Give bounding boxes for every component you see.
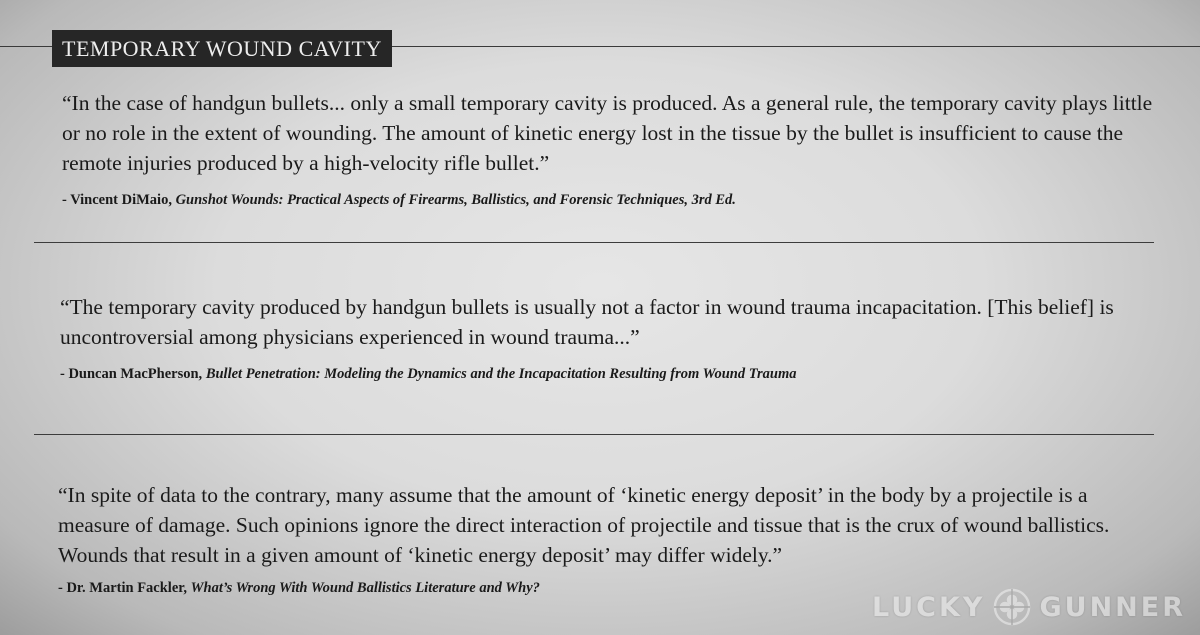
quote-text: “The temporary cavity produced by handgun bullets is usually not a factor in wound trauma incapacitation. [This belief] is uncontroversial among physicians experienced in wound trauma...” — [60, 295, 1114, 349]
section-title: TEMPORARY WOUND CAVITY — [62, 35, 382, 61]
quote-attribution — [60, 366, 1160, 383]
crosshair-clover-icon — [993, 588, 1031, 626]
section-divider — [34, 434, 1154, 435]
section-header — [52, 30, 392, 67]
quote-block-3 — [58, 480, 1158, 597]
quote-author: - Dr. Martin Fackler, — [58, 580, 187, 596]
quote-text: “In spite of data to the contrary, many assume that the amount of ‘kinetic energy deposit’ in the body by a projectile is a measure of damage. Such opinions ignore the direct interaction of projectile and tissue that is the crux of wound ballistics. Wounds that result in a given amount of ‘kinetic energy deposit’ may differ widely.” — [58, 483, 1110, 567]
section-divider — [34, 242, 1154, 243]
lucky-gunner-logo — [872, 588, 1186, 626]
quote-source-title: Gunshot Wounds: Practical Aspects of Firearms, Ballistics, and Forensic Techniques, 3rd Ed. — [175, 192, 736, 208]
quote-source-title: Bullet Penetration: Modeling the Dynamics and the Incapacitation Resulting from Wound Trauma — [205, 366, 797, 382]
quote-source-title: What’s Wrong With Wound Ballistics Literature and Why? — [190, 580, 540, 596]
quote-author: - Duncan MacPherson, — [60, 366, 203, 382]
quote-author: - Vincent DiMaio, — [62, 192, 172, 208]
logo-word-left: LUCKY — [872, 591, 986, 623]
quote-block-1 — [62, 88, 1162, 209]
quote-text: “In the case of handgun bullets... only a small temporary cavity is produced. As a general rule, the temporary cavity plays little or no role in the extent of wounding. The amount of kinetic energy lost in the tissue by the bullet is insufficient to cause the remote injuries produced by a high-velocity rifle bullet.” — [62, 91, 1153, 175]
logo-word-right: GUNNER — [1039, 591, 1186, 623]
quote-attribution — [62, 192, 1162, 209]
quote-block-2 — [60, 292, 1160, 383]
